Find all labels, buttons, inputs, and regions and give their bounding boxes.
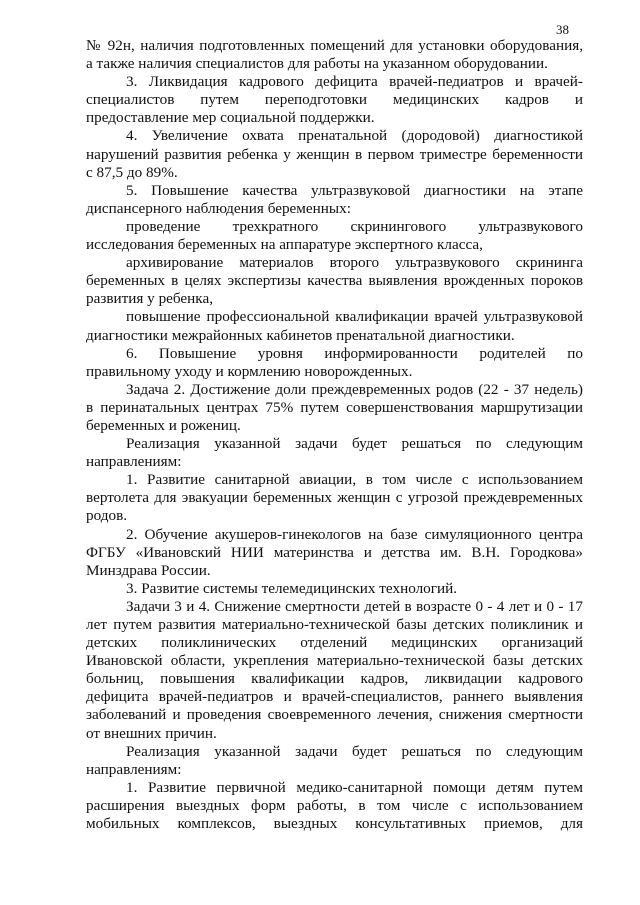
text-line: детских поликлинических отделений медицинских организаций [86,634,583,652]
text-line: № 92н, наличия подготовленных помещений для установки оборудования, [86,37,583,54]
text-line: правильному уходу и кормлению новорожденных. [86,362,413,380]
text-line: Задача 2. Достижение доли преждевременных родов (22 - 37 недель) [126,380,583,398]
text-line: 6. Повышение уровня информированности родителей по [126,344,583,362]
text-line: беременных в целях экспертизы качества выявления врожденных пороков [86,272,583,290]
text-line: Реализация указанной задачи будет решаться по следующим [126,435,583,453]
text-line: в перинатальных центрах 75% путем совершенствования маршрутизации [86,398,583,416]
page-number: 38 [556,22,569,37]
text-line: Ивановской области, укрепления материально-технической базы детских [86,652,583,670]
text-line: лет путем развития материально-технической базы детских поликлиник и [86,616,583,633]
text-line: Минздрава России. [86,561,211,579]
text-line: 3. Развитие системы телемедицинских технологий. [126,579,458,597]
text-line: от внешних причин. [86,724,217,742]
document-body [86,37,583,833]
text-line: дефицита врачей-педиатров и врачей-специалистов, раннего выявления [86,688,583,706]
text-line: повышение профессиональной квалификации врачей ультразвуковой [126,308,583,326]
text-line: заболеваний и проведения своевременного лечения, снижения смертности [86,706,583,724]
text-line: беременных и рожениц. [86,416,241,434]
text-line: Задачи 3 и 4. Снижение смертности детей в возрасте 0 - 4 лет и 0 - 17 [126,597,583,615]
text-line: а также наличия специалистов для работы на указанном оборудовании. [86,55,548,73]
text-line: 1. Развитие санитарной авиации, в том числе с использованием [126,471,583,489]
text-line: предоставление мер социальной поддержки. [86,109,375,127]
text-line: 2. Обучение акушеров-гинекологов на базе симуляционного центра [126,525,583,543]
text-line: нарушений развития ребенка у женщин в первом триместре беременности [86,145,583,163]
text-line: проведение трехкратного скринингового ультразвукового [126,217,583,235]
text-line: ФГБУ «Ивановский НИИ материнства и детства им. В.Н. Городкова» [86,543,583,561]
text-line: исследования беременных на аппаратуре экспертного класса, [86,236,483,254]
text-line: диспансерного наблюдения беременных: [86,199,351,217]
text-line: родов. [86,507,128,525]
text-line: Реализация указанной задачи будет решаться по следующим [126,742,583,760]
text-line: диагностики межрайонных кабинетов пренатальной диагностики. [86,326,515,344]
text-line: расширения выездных форм работы, в том числе с использованием [86,796,583,814]
text-line: 3. Ликвидация кадрового дефицита врачей-педиатров и врачей- [126,73,583,91]
text-line: мобильных комплексов, выездных консультативных приемов, для [86,815,583,833]
text-line: направлениям: [86,760,182,778]
text-line: больниц, повышения квалификации кадров, ликвидации кадрового [86,670,583,688]
text-line: 1. Развитие первичной медико-санитарной помощи детям путем [126,778,583,796]
text-line: развития у ребенка, [86,290,213,308]
text-line: 5. Повышение качества ультразвуковой диагностики на этапе [126,181,583,199]
text-line: вертолета для эвакуации беременных женщин с угрозой преждевременных [86,489,583,507]
text-line: направлениям: [86,453,182,471]
text-line: 4. Увеличение охвата пренатальной (дородовой) диагностикой [126,127,583,145]
text-line: с 87,5 до 89%. [86,163,178,181]
text-line: архивирование материалов второго ультразвукового скрининга [126,254,583,272]
text-line: специалистов путем переподготовки медицинских кадров и [86,91,583,109]
